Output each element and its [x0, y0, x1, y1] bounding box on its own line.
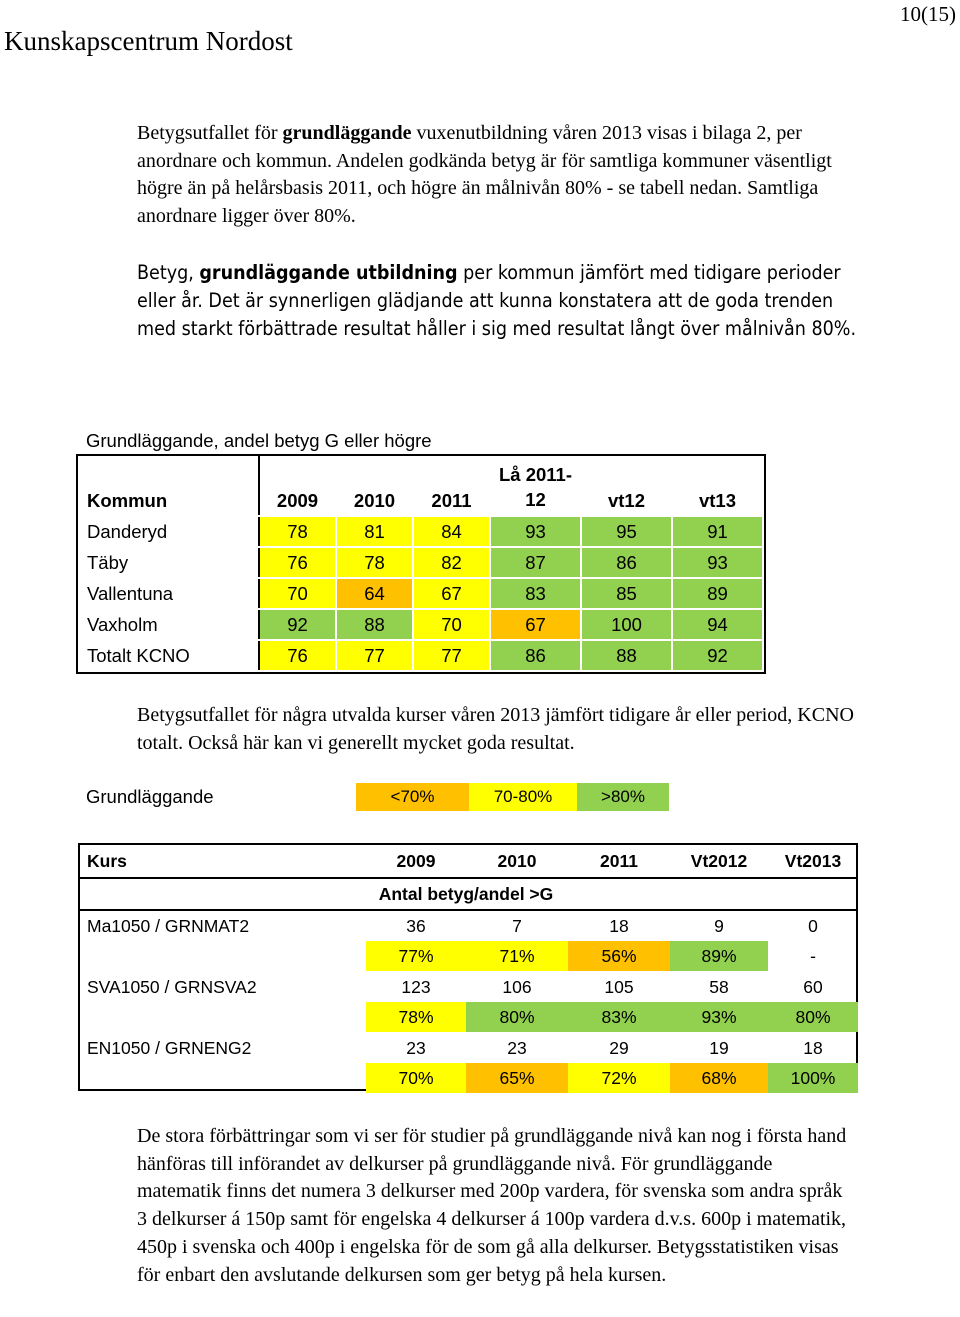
grade-share-cell: 71% [466, 941, 568, 971]
intro-paragraph [137, 120, 857, 230]
municipality-name: Vaxholm [79, 609, 259, 640]
grade-share-cell: 65% [466, 1063, 568, 1093]
para1-post: vuxenutbildning våren 2013 visas i bilaga 2, per anordnare och kommun. Andelen godkända betyg är för samtliga kommuner väsentligt högre än på helårsbasis 2011, och högre än målnivån 80% - se tabell nedan. Samtliga anordnare ligger över 80%. [137, 122, 832, 227]
course-name: SVA1050 / GRNSVA2 [87, 977, 257, 997]
table1-header-kommun: Kommun [79, 457, 259, 516]
grade-count-cell: 9 [714, 916, 724, 936]
course-grades-table [78, 843, 858, 1091]
grade-share-cell: 86 [490, 640, 581, 671]
grade-share-cell: 83 [490, 578, 581, 609]
table2-header-row [80, 846, 858, 876]
legend-above-80: >80% [577, 783, 669, 811]
table-row [79, 516, 763, 547]
grade-count-cell: 29 [609, 1038, 629, 1058]
grade-share-cell: 70% [366, 1063, 466, 1093]
grade-share-cell: 83% [568, 1002, 670, 1032]
table-row [80, 941, 858, 971]
course-name: EN1050 / GRNENG2 [87, 1038, 252, 1058]
grade-share-cell: 77% [366, 941, 466, 971]
grade-share-cell: 93 [672, 547, 763, 578]
grade-count-cell: 60 [803, 977, 823, 997]
grade-share-cell: 82 [413, 547, 490, 578]
grade-share-cell: 100% [768, 1063, 858, 1093]
grade-share-cell: 89 [672, 578, 763, 609]
grade-share-cell: 86 [581, 547, 672, 578]
legend-label: Grundläggande [86, 786, 214, 807]
table-row [80, 1002, 858, 1032]
grade-share-cell: 89% [670, 941, 768, 971]
table2-subheader: Antal betyg/andel >G [378, 884, 554, 904]
grade-count-cell: 106 [502, 977, 532, 997]
table2-header-col4: Vt2012 [690, 851, 748, 871]
grade-count-cell: 0 [808, 916, 818, 936]
grade-share-cell: 92 [672, 640, 763, 671]
grade-share-cell: 80% [466, 1002, 568, 1032]
para1-pre: Betygsutfallet för [137, 122, 283, 144]
grade-share-cell: 81 [336, 516, 413, 547]
grade-count-cell: 123 [401, 977, 431, 997]
grade-share-cell: 70 [413, 609, 490, 640]
table2-subheader-row [80, 879, 858, 909]
para2-pre: Betyg, [137, 261, 200, 284]
municipality-name: Totalt KCNO [79, 640, 259, 671]
table2-header-kurs: Kurs [87, 851, 127, 871]
grade-share-cell: 87 [490, 547, 581, 578]
grade-share-cell: 93% [670, 1002, 768, 1032]
grade-share-cell: 68% [670, 1063, 768, 1093]
table2-header-col5: Vt2013 [784, 851, 842, 871]
grade-share-cell: 92 [259, 609, 336, 640]
table-row [79, 547, 763, 578]
grade-share-cell: 94 [672, 609, 763, 640]
municipality-name: Täby [79, 547, 259, 578]
table1-header-col1: 2009 [259, 457, 336, 516]
conclusion-paragraph: De stora förbättringar som vi ser för studier på grundläggande nivå kan nog i första hand hänföras till införandet av delkurser på grundläggande nivå. För grundläggande matematik finns det numera 3 delkurser med 200p vardera, för svenska som andra språk 3 delkurser á 150p samt för engelska 4 delkurser á 100p vardera d.v.s. 600p i matematik, 450p i svenska och 400p i engelska för de som gå alla delkurser. Betygsstatistiken visas för enbart den avslutande delkursen som ger betyg på hela kursen. [137, 1125, 847, 1286]
grade-share-cell: 76 [259, 640, 336, 671]
municipality-name: Danderyd [79, 516, 259, 547]
legend-70-80: 70-80% [469, 783, 577, 811]
grade-share-cell: 64 [336, 578, 413, 609]
page-header-title: Kunskapscentrum Nordost [4, 26, 293, 56]
grade-share-cell: 78 [336, 547, 413, 578]
grade-share-cell: 84 [413, 516, 490, 547]
table2-header-col3: 2011 [600, 851, 638, 871]
grade-share-cell: 72% [568, 1063, 670, 1093]
grade-share-cell: 85 [581, 578, 672, 609]
table-row [80, 911, 858, 941]
grade-share-cell: 100 [581, 609, 672, 640]
grade-share-cell: 80% [768, 1002, 858, 1032]
grade-share-cell: 78% [366, 1002, 466, 1032]
table-row [80, 972, 858, 1002]
para1-bold: grundläggande [282, 122, 412, 144]
table1-header-col2: 2010 [336, 457, 413, 516]
course-results-paragraph: Betygsutfallet för några utvalda kurser våren 2013 jämfört tidigare år eller period, KCNO totalt. Också här kan vi generellt mycket goda resultat. [137, 704, 854, 754]
table-row [80, 1033, 858, 1063]
municipality-name: Vallentuna [79, 578, 259, 609]
grade-count-cell: 19 [709, 1038, 729, 1058]
grade-share-cell: - [810, 946, 816, 966]
grade-count-cell: 58 [709, 977, 729, 997]
grade-share-cell: 56% [568, 941, 670, 971]
table-row [80, 1063, 858, 1093]
table-row [79, 578, 763, 609]
course-name: Ma1050 / GRNMAT2 [87, 916, 250, 936]
grade-share-cell: 78 [259, 516, 336, 547]
grade-count-cell: 36 [406, 916, 426, 936]
table-row [79, 640, 763, 671]
grade-share-cell: 67 [490, 609, 581, 640]
grade-share-cell: 67 [413, 578, 490, 609]
grade-count-cell: 23 [406, 1038, 426, 1058]
results-paragraph [137, 259, 857, 343]
table-row [79, 609, 763, 640]
legend-below-70: <70% [356, 783, 469, 811]
grade-share-cell: 95 [581, 516, 672, 547]
table1-header-col5: vt12 [581, 457, 672, 516]
table2-header-col2: 2010 [497, 851, 537, 871]
grade-share-cell: 93 [490, 516, 581, 547]
table1-header-col3: 2011 [413, 457, 490, 516]
grade-count-cell: 105 [604, 977, 634, 997]
table1-caption: Grundläggande, andel betyg G eller högre [86, 430, 432, 451]
table2-header-col1: 2009 [396, 851, 436, 871]
table1-header-col4: Lå 2011- 12 [490, 457, 581, 516]
grade-share-cell: 91 [672, 516, 763, 547]
table1-header-col6: vt13 [672, 457, 763, 516]
grade-share-cell: 76 [259, 547, 336, 578]
grade-count-cell: 18 [609, 916, 629, 936]
grade-count-cell: 23 [507, 1038, 527, 1058]
grade-share-cell: 77 [336, 640, 413, 671]
grades-by-municipality-table [78, 456, 764, 672]
grade-share-cell: 88 [581, 640, 672, 671]
grade-share-cell: 77 [413, 640, 490, 671]
grade-share-cell: 70 [259, 578, 336, 609]
para2-bold: grundläggande utbildning [199, 261, 458, 284]
grade-count-cell: 18 [803, 1038, 823, 1058]
para2-post: per kommun jämfört med tidigare perioder eller år. Det är synnerligen glädjande att kunna konstatera att de goda trenden med starkt förbättrade resultat håller i sig med resultat långt över målnivån 80%. [137, 261, 857, 340]
grade-count-cell: 7 [512, 916, 522, 936]
page-number: 10(15) [900, 2, 956, 26]
table1-header-row [79, 457, 763, 516]
grade-share-cell: 88 [336, 609, 413, 640]
